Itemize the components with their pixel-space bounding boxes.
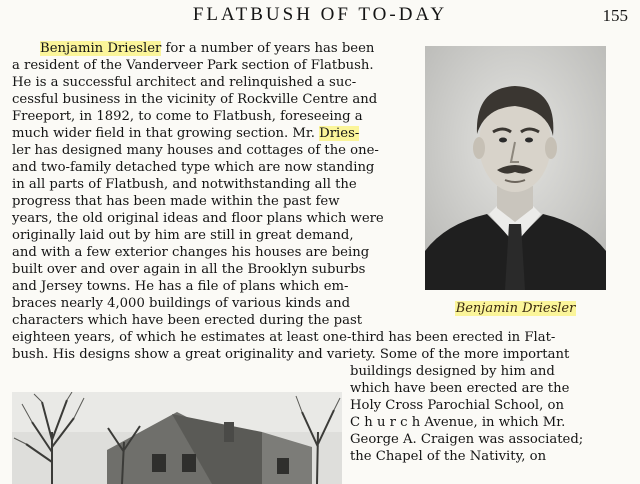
text-line: He is a successful architect and relinquished a suc- bbox=[12, 75, 357, 90]
house-photo bbox=[12, 392, 342, 484]
caption-text[interactable]: Benjamin Driesler bbox=[455, 301, 576, 316]
text-line-side: which have been erected are the bbox=[350, 381, 570, 396]
text-line: Freeport, in 1892, to come to Flatbush, foreseeing a bbox=[12, 109, 363, 124]
highlighted-name[interactable]: Benjamin Driesler bbox=[40, 41, 162, 56]
text-line: progress that has been made within the past few bbox=[12, 194, 340, 209]
text-line: braces nearly 4,000 buildings of various kinds and bbox=[12, 296, 351, 311]
text-line: Benjamin Driesler for a number of years has been bbox=[40, 41, 375, 56]
page-number: 155 bbox=[602, 6, 628, 25]
text-line: and Jersey towns. He has a file of plans which em- bbox=[12, 279, 349, 294]
text-line: ler has designed many houses and cottages of the one- bbox=[12, 143, 379, 158]
text-line: built over and over again in all the Brooklyn suburbs bbox=[12, 262, 366, 277]
house-illustration bbox=[12, 392, 342, 484]
text-line: in all parts of Flatbush, and notwithstanding all the bbox=[12, 177, 357, 192]
text-line-side: the Chapel of the Nativity, on bbox=[350, 449, 547, 464]
text-line: and two-family detached type which are now standing bbox=[12, 160, 375, 175]
portrait-illustration bbox=[425, 46, 606, 290]
page-header bbox=[0, 4, 640, 30]
text-line-side: Holy Cross Parochial School, on bbox=[350, 398, 564, 413]
text-line: characters which have been erected during the past bbox=[12, 313, 363, 328]
highlighted-name[interactable]: Dries- bbox=[319, 126, 360, 141]
portrait-caption bbox=[425, 301, 606, 316]
text-line: a resident of the Vanderveer Park section of Flatbush. bbox=[12, 58, 374, 73]
text-line-side: George A. Craigen was associated; bbox=[350, 432, 584, 447]
text-line: and with a few exterior changes his houses are being bbox=[12, 245, 370, 260]
text-line-side: buildings designed by him and bbox=[350, 364, 555, 379]
text-line: originally laid out by him are still in great demand, bbox=[12, 228, 354, 243]
running-title: FLATBUSH OF TO-DAY bbox=[192, 4, 448, 25]
portrait-photo bbox=[425, 46, 606, 290]
text-line: cessful business in the vicinity of Rockville Centre and bbox=[12, 92, 378, 107]
text-line-full: eighteen years, of which he estimates at least one-third has been erected in Flat- bbox=[12, 330, 556, 345]
text-line-full: bush. His designs show a great originality and variety. Some of the more important bbox=[12, 347, 570, 362]
text-line-side: C h u r c h Avenue, in which Mr. bbox=[350, 415, 566, 430]
text-line: much wider field in that growing section. Mr. Dries- bbox=[12, 126, 360, 141]
text-line: years, the old original ideas and floor plans which were bbox=[12, 211, 384, 226]
